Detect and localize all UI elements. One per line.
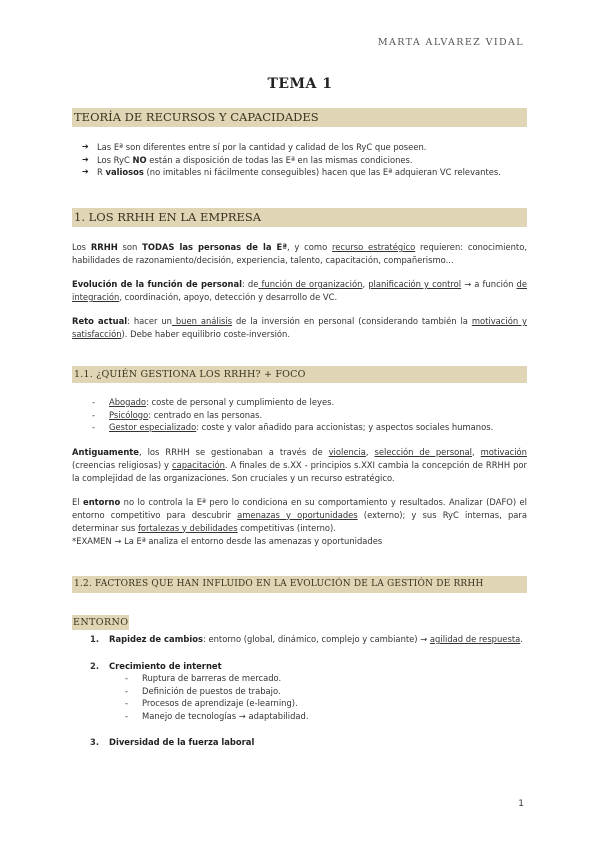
list-item: - Psicólogo: centrado en las personas. [92,409,527,422]
section-factores [72,576,527,749]
section-heading-rrhh: 1. LOS RRHH EN LA EMPRESA [72,208,527,227]
header-author: MARTA ALVAREZ VIDAL [377,37,524,48]
list-item: ➔ R valiosos (no imitables ni fácilmente conseguibles) hacen que las Eª adquieran VC relevantes. [82,166,527,179]
section-rrhh [72,208,527,341]
paragraph-antiguamente: Antiguamente, los RRHH se gestionaban a través de violencia, selección de personal, motivación (creencias religiosas) y capacitación. A finales de s.XX - principios s.XXI cambia la concepción de RRHH por la complejidad de las organizaciones. Son cruciales y un recurso estratégico. [72,446,527,483]
examen-note: *EXAMEN → La Eª analiza el entorno desde las amenazas y oportunidades [72,535,383,546]
page-number: 1 [518,799,524,809]
paragraph-entorno: El entorno no lo controla la Eª pero lo condiciona en su comportamiento y resultados. Analizar (DAFO) el entorno competitivo para descubrir amenazas y oportunidades (externo); y sus RyC internas, para determinar sus fortalezas y debilidades competitivas (interno). [72,496,527,533]
arrow-list [82,141,527,179]
list-item: 2. Crecimiento de internet - Ruptura de barreras de mercado. - Definición de puestos de trabajo. - Procesos de aprendizaje (e-learning). - Manejo de tecnologías → adaptabilidad. [90,660,527,723]
dash-list [92,396,527,434]
list-item: - Ruptura de barreras de mercado. [125,672,527,685]
list-item: - Procesos de aprendizaje (e-learning). [125,697,527,710]
section-teoria [72,108,527,179]
subheading-entorno: ENTORNO [73,617,129,628]
list-item: ➔ Los RyC NO están a disposición de todas las Eª en las mismas condiciones. [82,154,527,167]
list-item: - Abogado: coste de personal y cumplimiento de leyes. [92,396,527,409]
list-item: - Definición de puestos de trabajo. [125,685,527,698]
page-title: TEMA 1 [267,76,333,92]
list-item: 1. Rapidez de cambios: entorno (global, dinámico, complejo y cambiante) → agilidad de respuesta. [90,634,523,644]
section-heading-teoria: TEORÍA DE RECURSOS Y CAPACIDADES [72,108,527,127]
paragraph-reto: Reto actual: hacer un buen análisis de la inversión en personal (considerando también la motivación y satisfacción). Debe haber equilibrio coste-inversión. [72,316,527,339]
paragraph-rrhh: Los RRHH son TODAS las personas de la Eª, y como recurso estratégico requieren: conocimiento, habilidades de razonamiento/decisión, experiencia, talento, capacitación, compañerismo... [72,242,527,265]
section-quien [72,366,527,548]
list-item: - Gestor especializado: coste y valor añadido para accionistas; y aspectos sociales humanos. [92,421,527,434]
paragraph-evolucion: Evolución de la función de personal: de función de organización, planificación y control → a función de integración, coordinación, apoyo, detección y desarrollo de VC. [72,279,527,302]
list-item: - Manejo de tecnologías → adaptabilidad. [125,710,527,723]
section-heading-factores: 1.2. FACTORES QUE HAN INFLUIDO EN LA EVOLUCIÓN DE LA GESTIÓN DE RRHH [72,576,527,593]
numbered-list [90,633,527,749]
section-heading-quien: 1.1. ¿QUIÉN GESTIONA LOS RRHH? + FOCO [72,366,527,383]
list-item: ➔ Las Eª son diferentes entre sí por la cantidad y calidad de los RyC que poseen. [82,141,527,154]
sub-dash-list [125,672,527,722]
list-item: 3. Diversidad de la fuerza laboral [90,737,255,747]
